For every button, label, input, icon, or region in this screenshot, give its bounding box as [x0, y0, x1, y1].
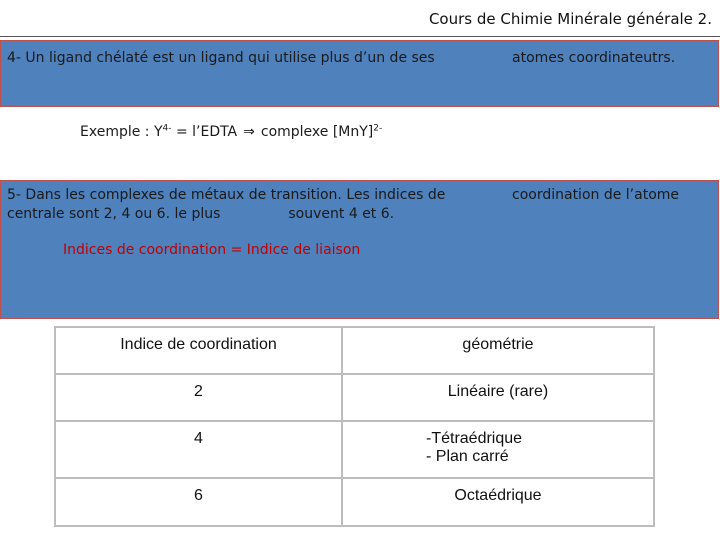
cell-geometry: [342, 421, 654, 478]
table-row: [55, 478, 654, 526]
coordination-definition: Indices de coordination = Indice de liaison: [63, 242, 361, 258]
header-divider: [0, 36, 720, 37]
implies-arrow-icon: ⇒: [243, 124, 255, 140]
section-4-box: [0, 40, 719, 107]
section-5-text-continued: coordination de l’atome: [512, 187, 680, 203]
table-row: [55, 374, 654, 421]
section-4-text-continued: atomes coordinateutrs.: [512, 50, 676, 66]
example-prefix: Exemple : Y: [80, 124, 163, 140]
cell-index: 6: [55, 478, 342, 526]
example-complex: complexe [MnY]: [260, 124, 374, 140]
coordination-table: [54, 326, 655, 527]
header-geometry: géométrie: [342, 327, 654, 374]
table-header-row: [55, 327, 654, 374]
cell-index: 2: [55, 374, 342, 421]
section-5-line-2b: souvent 4 et 6.: [288, 206, 395, 222]
section-5-text: [7, 186, 477, 224]
cell-index: 4: [55, 421, 342, 478]
geometry-option: -Tétraédrique: [426, 430, 523, 447]
example-charge-1: 4-: [162, 123, 172, 134]
section-5-line-1: 5- Dans les complexes de métaux de transition. Les indices de: [7, 187, 446, 203]
cell-geometry: Linéaire (rare): [342, 374, 654, 421]
header-coordination-index: Indice de coordination: [55, 327, 342, 374]
course-title: Cours de Chimie Minérale générale 2.: [428, 10, 712, 28]
example-middle: = l’EDTA: [171, 124, 238, 140]
table-row: [55, 421, 654, 478]
geometry-option: - Plan carré: [426, 448, 509, 465]
cell-geometry: Octaédrique: [342, 478, 654, 526]
section-5-line-2a: centrale sont 2, 4 ou 6. le plus: [7, 206, 221, 222]
example-line: [80, 124, 382, 140]
section-4-text: 4- Un ligand chélaté est un ligand qui utilise plus d’un de ses: [7, 50, 435, 66]
section-5-box: [0, 180, 719, 319]
example-charge-2: 2-: [373, 123, 383, 134]
